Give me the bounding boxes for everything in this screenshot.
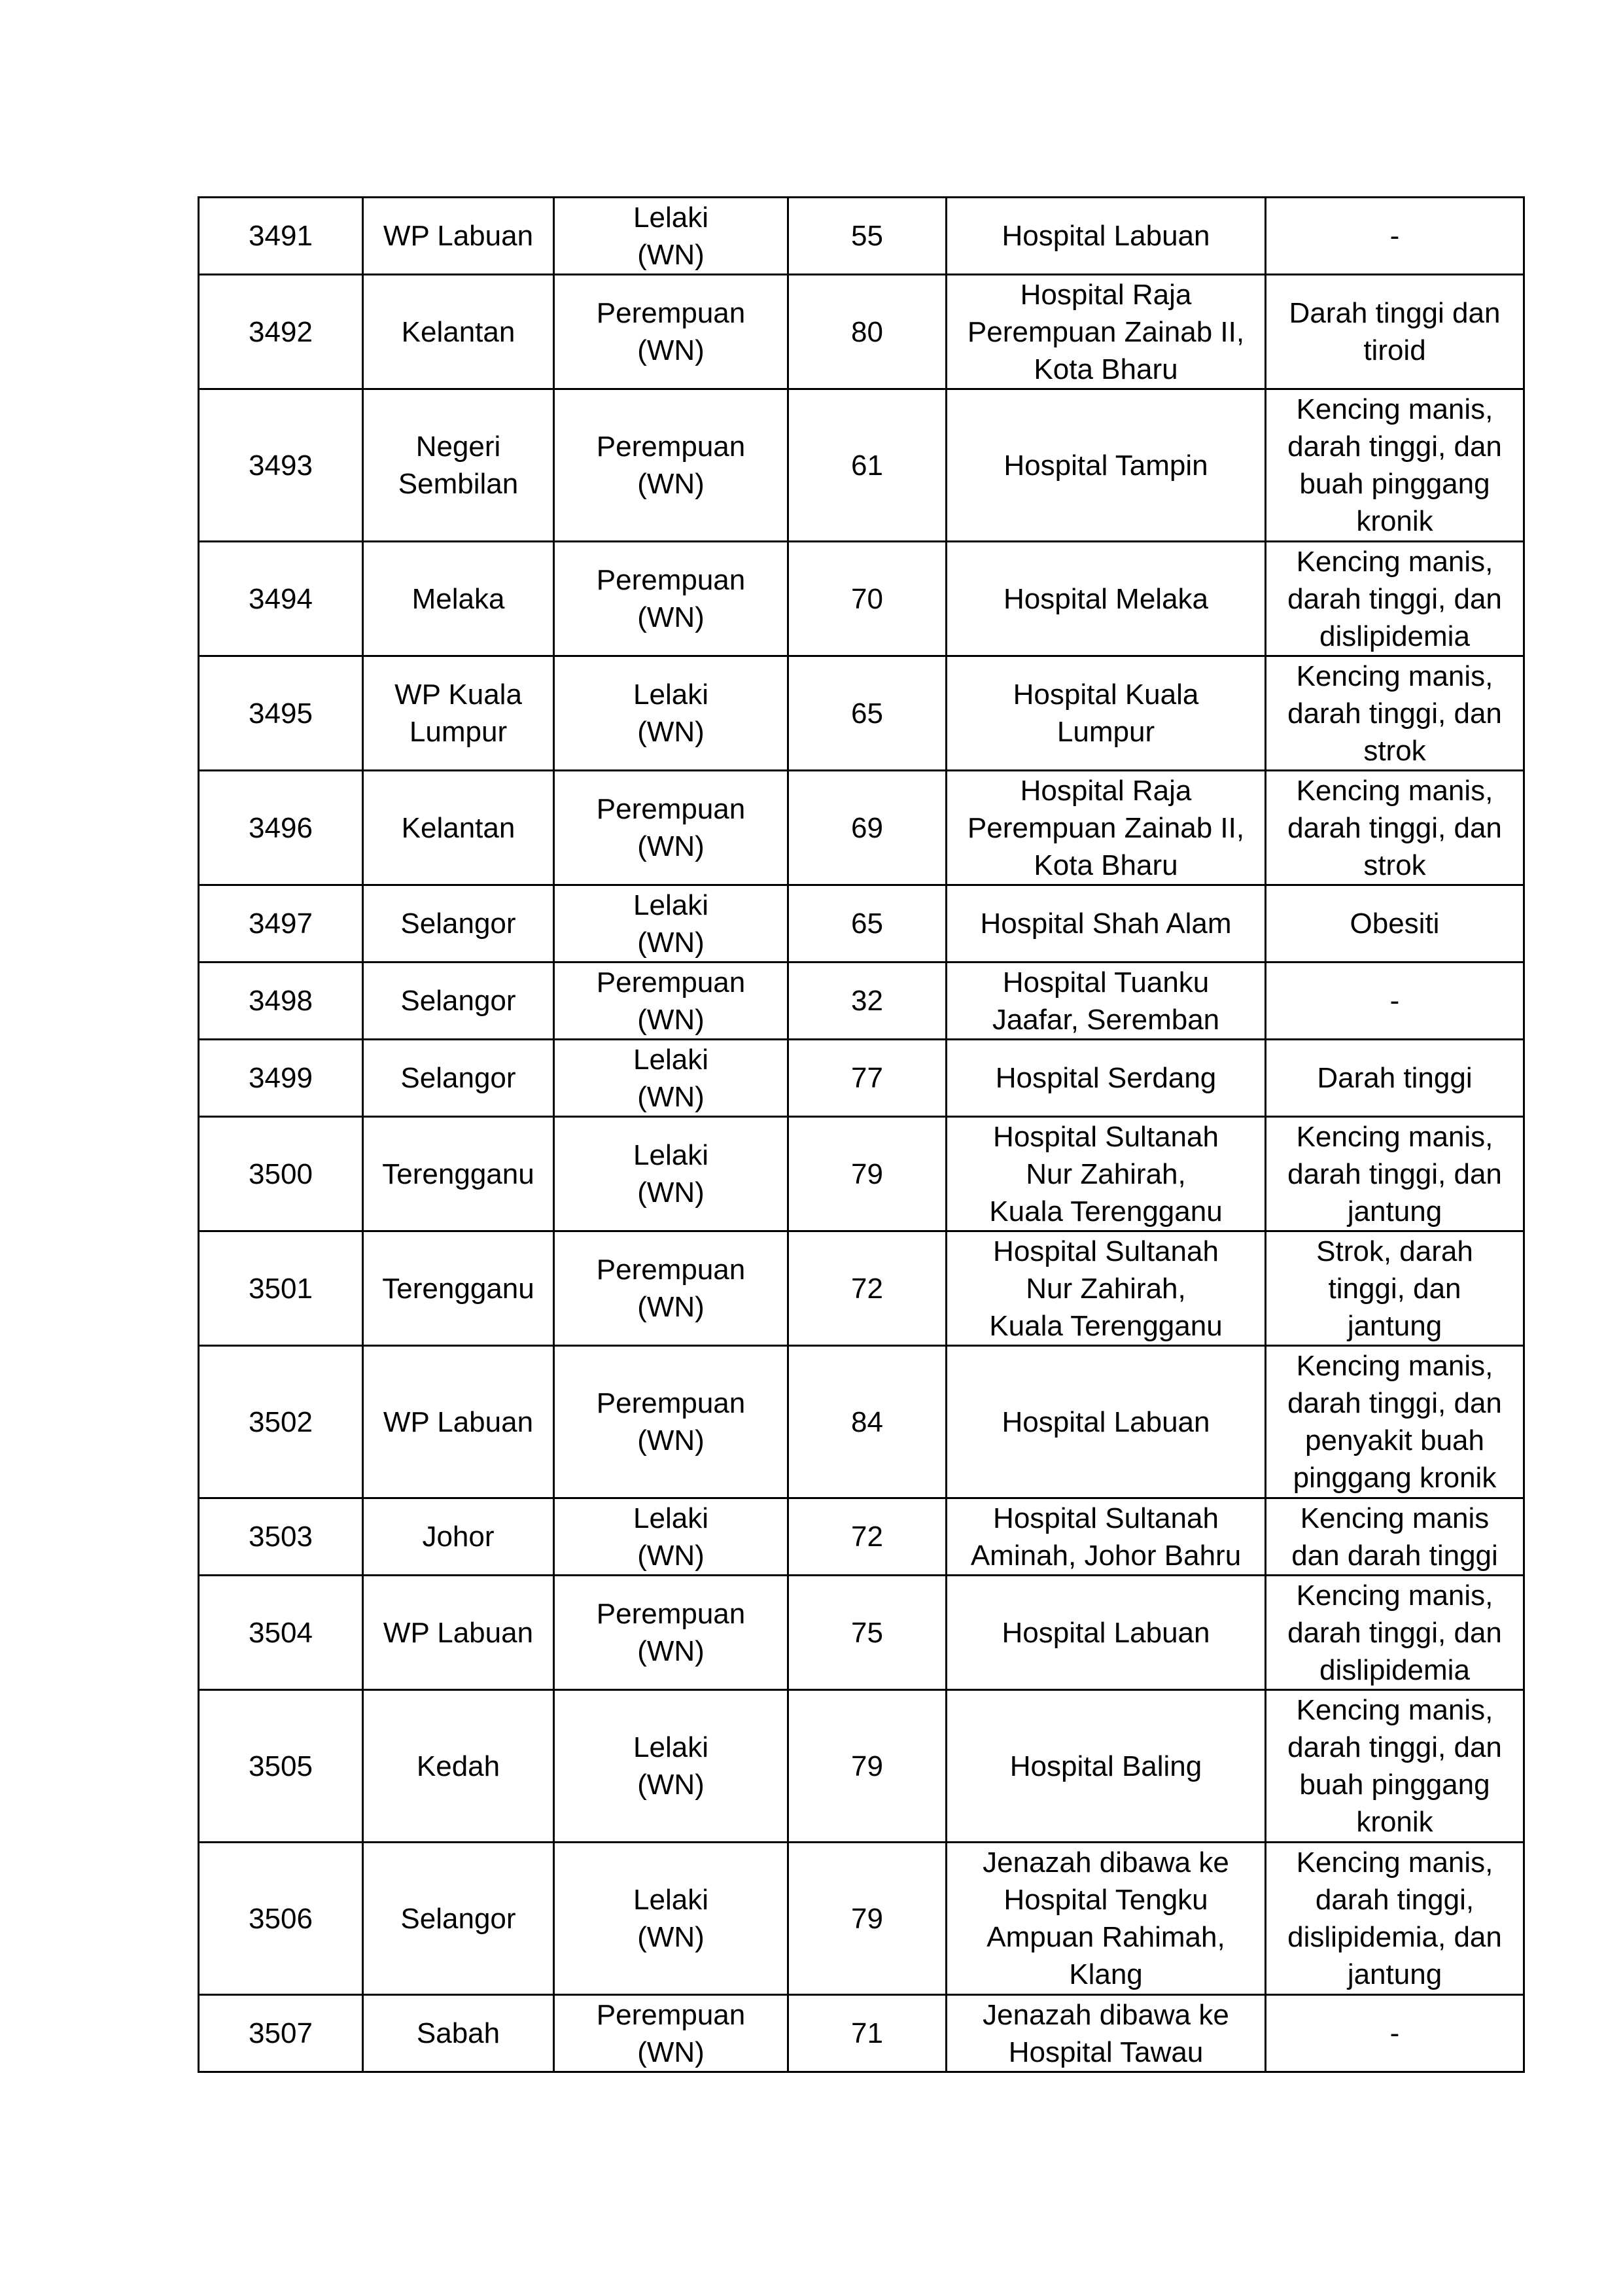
conditions-cell: Darah tinggi dan tiroid (1266, 275, 1524, 389)
case-number-cell: 3506 (199, 1843, 363, 1995)
conditions-cell: Kencing manis, darah tinggi, dan strok (1266, 656, 1524, 771)
case-number-cell: 3500 (199, 1117, 363, 1231)
state-cell: Sabah (363, 1995, 554, 2072)
case-number-cell: 3494 (199, 542, 363, 656)
age-cell: 77 (788, 1040, 947, 1117)
table-row (199, 1231, 1524, 1346)
gender-cell: Perempuan (WN) (554, 1346, 788, 1498)
age-cell: 65 (788, 885, 947, 963)
case-number-cell: 3501 (199, 1231, 363, 1346)
conditions-cell: - (1266, 963, 1524, 1040)
table-row (199, 963, 1524, 1040)
table-row (199, 542, 1524, 656)
hospital-cell: Hospital Raja Perempuan Zainab II, Kota Bharu (947, 771, 1266, 885)
gender-cell: Lelaki (WN) (554, 1843, 788, 1995)
case-number-cell: 3497 (199, 885, 363, 963)
state-cell: Terengganu (363, 1231, 554, 1346)
case-number-cell: 3493 (199, 389, 363, 542)
hospital-cell: Hospital Shah Alam (947, 885, 1266, 963)
age-cell: 84 (788, 1346, 947, 1498)
age-cell: 65 (788, 656, 947, 771)
conditions-cell: Kencing manis, darah tinggi, dan penyakit buah pinggang kronik (1266, 1346, 1524, 1498)
state-cell: Kedah (363, 1690, 554, 1843)
gender-cell: Lelaki (WN) (554, 656, 788, 771)
case-number-cell: 3492 (199, 275, 363, 389)
age-cell: 80 (788, 275, 947, 389)
case-table-body (199, 198, 1524, 2072)
table-row (199, 275, 1524, 389)
table-row (199, 656, 1524, 771)
gender-cell: Perempuan (WN) (554, 1231, 788, 1346)
table-row (199, 885, 1524, 963)
hospital-cell: Hospital Baling (947, 1690, 1266, 1843)
conditions-cell: - (1266, 1995, 1524, 2072)
conditions-cell: Kencing manis, darah tinggi, dan buah pinggang kronik (1266, 389, 1524, 542)
case-number-cell: 3507 (199, 1995, 363, 2072)
gender-cell: Perempuan (WN) (554, 275, 788, 389)
gender-cell: Perempuan (WN) (554, 542, 788, 656)
hospital-cell: Hospital Sultanah Aminah, Johor Bahru (947, 1498, 1266, 1576)
table-row (199, 198, 1524, 275)
case-number-cell: 3504 (199, 1576, 363, 1690)
conditions-cell: Kencing manis, darah tinggi, dan buah pinggang kronik (1266, 1690, 1524, 1843)
age-cell: 79 (788, 1690, 947, 1843)
state-cell: WP Labuan (363, 198, 554, 275)
gender-cell: Lelaki (WN) (554, 198, 788, 275)
age-cell: 72 (788, 1498, 947, 1576)
table-row (199, 771, 1524, 885)
hospital-cell: Hospital Tampin (947, 389, 1266, 542)
state-cell: Selangor (363, 885, 554, 963)
case-number-cell: 3498 (199, 963, 363, 1040)
state-cell: Melaka (363, 542, 554, 656)
state-cell: Johor (363, 1498, 554, 1576)
age-cell: 32 (788, 963, 947, 1040)
age-cell: 69 (788, 771, 947, 885)
case-table (198, 196, 1525, 2073)
conditions-cell: Strok, darah tinggi, dan jantung (1266, 1231, 1524, 1346)
case-number-cell: 3499 (199, 1040, 363, 1117)
state-cell: Selangor (363, 1843, 554, 1995)
conditions-cell: Kencing manis, darah tinggi, dislipidemia, dan jantung (1266, 1843, 1524, 1995)
table-row (199, 1346, 1524, 1498)
age-cell: 79 (788, 1117, 947, 1231)
case-number-cell: 3502 (199, 1346, 363, 1498)
table-row (199, 1576, 1524, 1690)
age-cell: 75 (788, 1576, 947, 1690)
hospital-cell: Jenazah dibawa ke Hospital Tengku Ampuan Rahimah, Klang (947, 1843, 1266, 1995)
case-number-cell: 3491 (199, 198, 363, 275)
state-cell: Selangor (363, 1040, 554, 1117)
hospital-cell: Hospital Raja Perempuan Zainab II, Kota Bharu (947, 275, 1266, 389)
hospital-cell: Hospital Tuanku Jaafar, Seremban (947, 963, 1266, 1040)
conditions-cell: Kencing manis, darah tinggi, dan dislipidemia (1266, 542, 1524, 656)
table-row (199, 1690, 1524, 1843)
hospital-cell: Hospital Melaka (947, 542, 1266, 656)
hospital-cell: Hospital Serdang (947, 1040, 1266, 1117)
state-cell: Selangor (363, 963, 554, 1040)
hospital-cell: Hospital Sultanah Nur Zahirah, Kuala Terengganu (947, 1231, 1266, 1346)
state-cell: Kelantan (363, 771, 554, 885)
state-cell: Terengganu (363, 1117, 554, 1231)
state-cell: Negeri Sembilan (363, 389, 554, 542)
table-row (199, 389, 1524, 542)
conditions-cell: Kencing manis, darah tinggi, dan strok (1266, 771, 1524, 885)
hospital-cell: Hospital Sultanah Nur Zahirah, Kuala Terengganu (947, 1117, 1266, 1231)
conditions-cell: Obesiti (1266, 885, 1524, 963)
table-row (199, 1117, 1524, 1231)
gender-cell: Perempuan (WN) (554, 1576, 788, 1690)
table-row (199, 1498, 1524, 1576)
case-number-cell: 3505 (199, 1690, 363, 1843)
conditions-cell: Kencing manis, darah tinggi, dan jantung (1266, 1117, 1524, 1231)
gender-cell: Perempuan (WN) (554, 963, 788, 1040)
table-row (199, 1040, 1524, 1117)
state-cell: Kelantan (363, 275, 554, 389)
case-number-cell: 3496 (199, 771, 363, 885)
hospital-cell: Hospital Labuan (947, 198, 1266, 275)
age-cell: 55 (788, 198, 947, 275)
table-row (199, 1995, 1524, 2072)
hospital-cell: Jenazah dibawa ke Hospital Tawau (947, 1995, 1266, 2072)
case-number-cell: 3503 (199, 1498, 363, 1576)
gender-cell: Perempuan (WN) (554, 1995, 788, 2072)
gender-cell: Lelaki (WN) (554, 1498, 788, 1576)
state-cell: WP Kuala Lumpur (363, 656, 554, 771)
conditions-cell: - (1266, 198, 1524, 275)
age-cell: 71 (788, 1995, 947, 2072)
age-cell: 79 (788, 1843, 947, 1995)
conditions-cell: Darah tinggi (1266, 1040, 1524, 1117)
conditions-cell: Kencing manis, darah tinggi, dan dislipidemia (1266, 1576, 1524, 1690)
gender-cell: Lelaki (WN) (554, 885, 788, 963)
conditions-cell: Kencing manis dan darah tinggi (1266, 1498, 1524, 1576)
hospital-cell: Hospital Labuan (947, 1576, 1266, 1690)
table-row (199, 1843, 1524, 1995)
gender-cell: Perempuan (WN) (554, 389, 788, 542)
age-cell: 70 (788, 542, 947, 656)
hospital-cell: Hospital Labuan (947, 1346, 1266, 1498)
gender-cell: Perempuan (WN) (554, 771, 788, 885)
state-cell: WP Labuan (363, 1576, 554, 1690)
hospital-cell: Hospital Kuala Lumpur (947, 656, 1266, 771)
age-cell: 61 (788, 389, 947, 542)
gender-cell: Lelaki (WN) (554, 1040, 788, 1117)
gender-cell: Lelaki (WN) (554, 1117, 788, 1231)
state-cell: WP Labuan (363, 1346, 554, 1498)
gender-cell: Lelaki (WN) (554, 1690, 788, 1843)
age-cell: 72 (788, 1231, 947, 1346)
case-number-cell: 3495 (199, 656, 363, 771)
